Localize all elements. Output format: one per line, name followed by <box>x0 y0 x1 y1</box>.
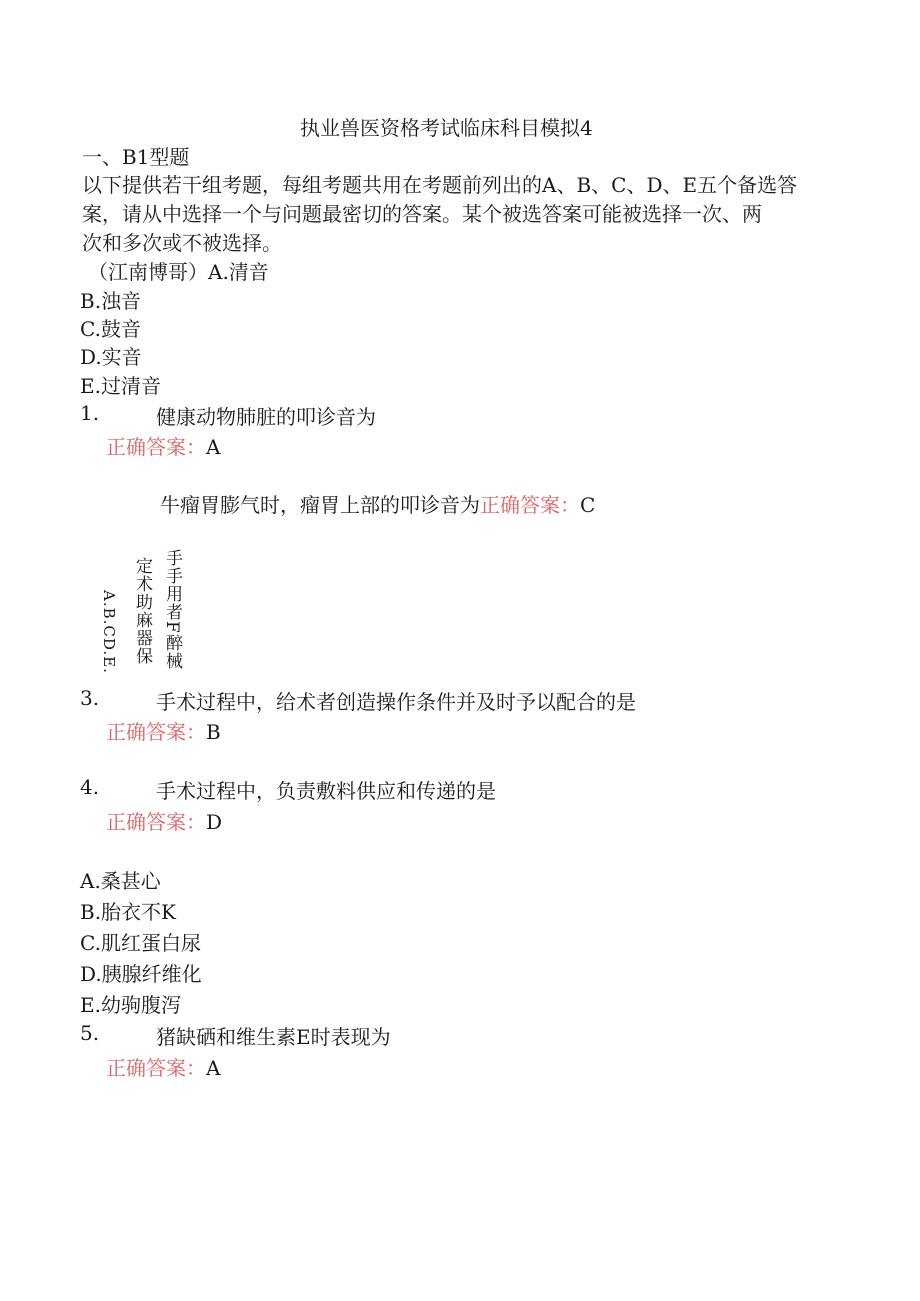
answer-label: 正确答案： <box>106 720 206 744</box>
option-d: D.实音 <box>80 345 142 369</box>
answer-line <box>106 431 220 460</box>
question-text: 手术过程中，给术者创造操作条件并及时予以配合的是 <box>156 690 636 714</box>
answer-value: A <box>206 435 221 459</box>
option-c: C.鼓音 <box>80 317 141 341</box>
question-text <box>160 489 595 518</box>
option-a: A.桑甚心 <box>80 869 161 893</box>
question-text: 健康动物肺脏的叩诊音为 <box>156 405 376 429</box>
answer-label: 正确答案： <box>106 810 206 834</box>
option-c: C.肌红蛋白尿 <box>80 931 201 955</box>
answer-value: A <box>206 1056 221 1080</box>
option-a: （江南博哥）A.清音 <box>88 260 269 284</box>
question-number: 5. <box>80 1021 100 1045</box>
section-heading: 一、B1型题 <box>82 145 190 169</box>
answer-label: 正确答案： <box>106 435 206 459</box>
page-title: 执业兽医资格考试临床科目模拟4 <box>300 116 593 140</box>
question-number: 4. <box>80 775 100 799</box>
question-number: 1. <box>80 401 100 425</box>
vertical-option-letters: A.B.CD.E. <box>100 590 118 674</box>
question-text: 手术过程中，负责敷料供应和传递的是 <box>156 779 496 803</box>
option-b: B.胎衣不K <box>80 900 176 924</box>
answer-line <box>106 806 222 835</box>
instruction-line: 以下提供若干组考题，每组考题共用在考题前列出的A、B、C、D、E五个备选答 <box>82 173 798 197</box>
instruction-line: 次和多次或不被选择。 <box>82 231 282 255</box>
vertical-option-column: 手手用者F醉械 <box>162 549 182 670</box>
option-e: E.幼驹腹泻 <box>80 993 181 1017</box>
answer-value: C <box>580 493 596 517</box>
option-e: E.过清音 <box>80 374 161 398</box>
answer-value: D <box>206 810 223 834</box>
answer-label: 正确答案： <box>480 493 580 517</box>
question-number: 3. <box>80 686 100 710</box>
option-d: D.胰腺纤维化 <box>80 962 202 986</box>
question-text: 猪缺硒和维生素E时表现为 <box>156 1025 391 1049</box>
answer-line <box>106 1052 220 1081</box>
answer-line <box>106 716 221 745</box>
answer-value: B <box>206 720 221 744</box>
answer-label: 正确答案： <box>106 1056 206 1080</box>
instruction-line: 案，请从中选择一个与问题最密切的答案。某个被选答案可能被选择一次、两 <box>82 202 762 226</box>
vertical-option-column: 定术助麻器保 <box>132 557 152 665</box>
option-b: B.浊音 <box>80 289 142 313</box>
question-text-body: 牛瘤胃膨气时，瘤胃上部的叩诊音为 <box>160 493 480 517</box>
